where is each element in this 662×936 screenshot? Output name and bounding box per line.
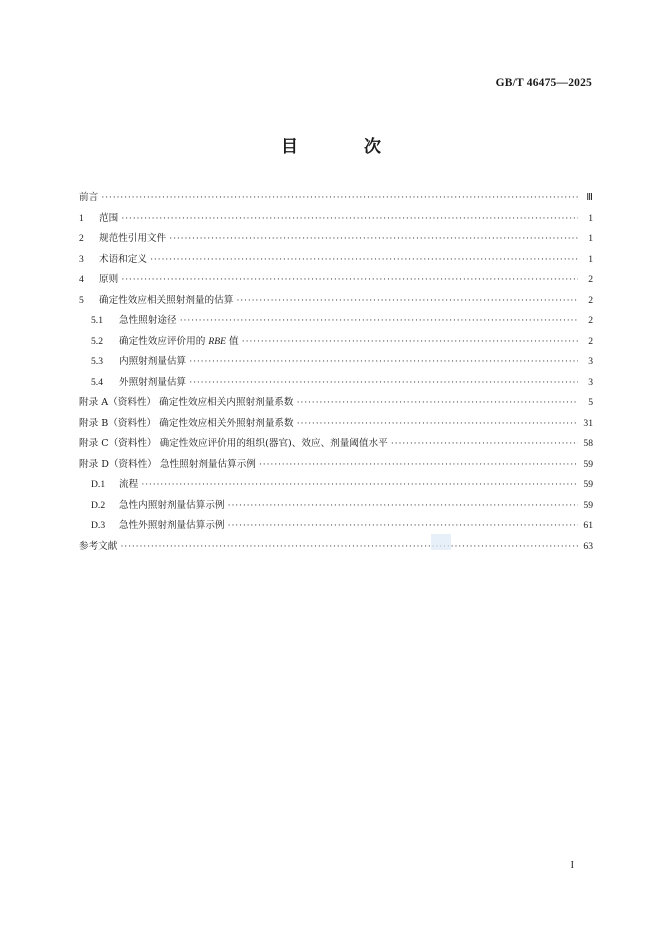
toc-entry-normative-references[interactable] <box>79 229 593 250</box>
toc-label: 确定性效应相关照射剂量的估算 <box>99 294 234 306</box>
toc-leader-dots <box>189 352 578 373</box>
toc-section-number: D.2 <box>91 499 106 511</box>
toc-page-number: 1 <box>588 253 593 265</box>
toc-section-number: 4 <box>79 274 84 285</box>
toc-label: 范围 <box>99 212 119 224</box>
toc-page-number: 1 <box>588 233 593 244</box>
toc-page-number: 2 <box>588 315 593 326</box>
toc-leader-dots <box>180 311 578 332</box>
toc-leader-dots <box>120 537 578 558</box>
toc-leader-dots <box>121 209 578 230</box>
toc-entry-scope[interactable] <box>79 209 593 230</box>
toc-entry-appendix-a[interactable] <box>79 393 593 414</box>
toc-leader-dots <box>189 373 578 394</box>
toc-leader-dots <box>141 475 578 496</box>
toc-page-number: 2 <box>588 335 593 347</box>
toc-label: 流程 <box>119 479 139 490</box>
table-of-contents <box>79 188 593 557</box>
toc-entry-d-1[interactable] <box>79 475 593 496</box>
toc-leader-dots <box>242 332 578 353</box>
toc-section-number: 3 <box>79 253 84 265</box>
toc-page-number: 59 <box>583 479 593 490</box>
toc-label: 附录 C（资料性） 确定性效应评价用的组织(器官)、效应、剂量阈值水平 <box>79 438 388 449</box>
toc-leader-dots <box>169 229 578 250</box>
toc-page-number: 58 <box>583 438 593 449</box>
toc-leader-dots <box>228 516 578 537</box>
toc-entry-d-2[interactable] <box>79 496 593 517</box>
toc-entry-principles[interactable] <box>79 270 593 291</box>
toc-page-number: 3 <box>588 376 593 388</box>
toc-leader-dots <box>297 414 578 435</box>
toc-label: 外照射剂量估算 <box>119 376 187 388</box>
toc-label: 内照射剂量估算 <box>119 356 187 367</box>
toc-page-number: 3 <box>588 356 593 367</box>
toc-page-number: 2 <box>588 274 593 285</box>
toc-leader-dots <box>391 434 578 455</box>
toc-section-number: 5.2 <box>91 335 103 347</box>
toc-leader-dots <box>228 496 578 517</box>
toc-label-suffix: 值 <box>226 335 239 347</box>
toc-label <box>119 332 239 353</box>
toc-entry-foreword[interactable] <box>79 188 593 209</box>
toc-section-number: 5 <box>79 294 84 306</box>
toc-entry-appendix-c[interactable] <box>79 434 593 455</box>
toc-label: 急性外照射剂量估算示例 <box>119 520 225 531</box>
standard-code: GB/T 46475—2025 <box>495 77 592 89</box>
toc-leader-dots <box>101 188 578 209</box>
toc-label: 前言 <box>79 192 99 203</box>
toc-label: 参考文献 <box>79 540 118 552</box>
page-number: I <box>570 860 574 871</box>
toc-section-number: D.3 <box>91 520 106 531</box>
toc-leader-dots <box>121 270 578 291</box>
toc-page-number: 59 <box>583 458 593 470</box>
toc-section-number: D.1 <box>91 479 106 490</box>
toc-section-number: 2 <box>79 233 84 244</box>
toc-entry-section-5-3[interactable] <box>79 352 593 373</box>
toc-leader-dots <box>259 455 578 476</box>
toc-leader-dots <box>150 250 578 271</box>
toc-section-number: 5.4 <box>91 376 103 388</box>
toc-entry-appendix-b[interactable] <box>79 414 593 435</box>
toc-label: 规范性引用文件 <box>99 233 167 244</box>
toc-label: 急性内照射剂量估算示例 <box>119 499 225 511</box>
toc-entry-bibliography[interactable] <box>79 537 593 558</box>
toc-label: 附录 B（资料性） 确定性效应相关外照射剂量系数 <box>79 417 294 429</box>
toc-label: 原则 <box>99 274 119 285</box>
toc-label: 急性照射途径 <box>119 315 177 326</box>
toc-leader-dots <box>297 393 579 414</box>
toc-entry-section-5-4[interactable] <box>79 373 593 394</box>
toc-section-number: 5.3 <box>91 356 103 367</box>
watermark-mark <box>431 534 451 550</box>
toc-page-number: 59 <box>583 499 593 511</box>
toc-entry-section-5-2[interactable] <box>79 332 593 353</box>
toc-page-number: 5 <box>588 397 593 408</box>
toc-label: 术语和定义 <box>99 253 147 265</box>
toc-page-number: 63 <box>583 540 593 552</box>
toc-section-number: 1 <box>79 212 84 224</box>
page-title: 目 次 <box>281 137 411 157</box>
toc-label-prefix: 确定性效应评价用的 <box>119 335 209 347</box>
toc-leader-dots <box>236 291 578 312</box>
toc-entry-section-5-1[interactable] <box>79 311 593 332</box>
toc-label: 附录 D（资料性） 急性照射剂量估算示例 <box>79 458 256 470</box>
toc-page-number: 1 <box>588 212 593 224</box>
toc-section-number: 5.1 <box>91 315 103 326</box>
toc-label: 附录 A（资料性） 确定性效应相关内照射剂量系数 <box>79 397 294 408</box>
toc-page-number: Ⅲ <box>586 192 593 203</box>
toc-entry-appendix-d[interactable] <box>79 455 593 476</box>
toc-page-number: 31 <box>583 417 593 429</box>
toc-label-rbe: RBE <box>208 335 226 347</box>
toc-entry-section-5[interactable] <box>79 291 593 312</box>
toc-entry-terms-definitions[interactable] <box>79 250 593 271</box>
toc-page-number: 61 <box>583 520 593 531</box>
toc-page-number: 2 <box>588 294 593 306</box>
toc-entry-d-3[interactable] <box>79 516 593 537</box>
